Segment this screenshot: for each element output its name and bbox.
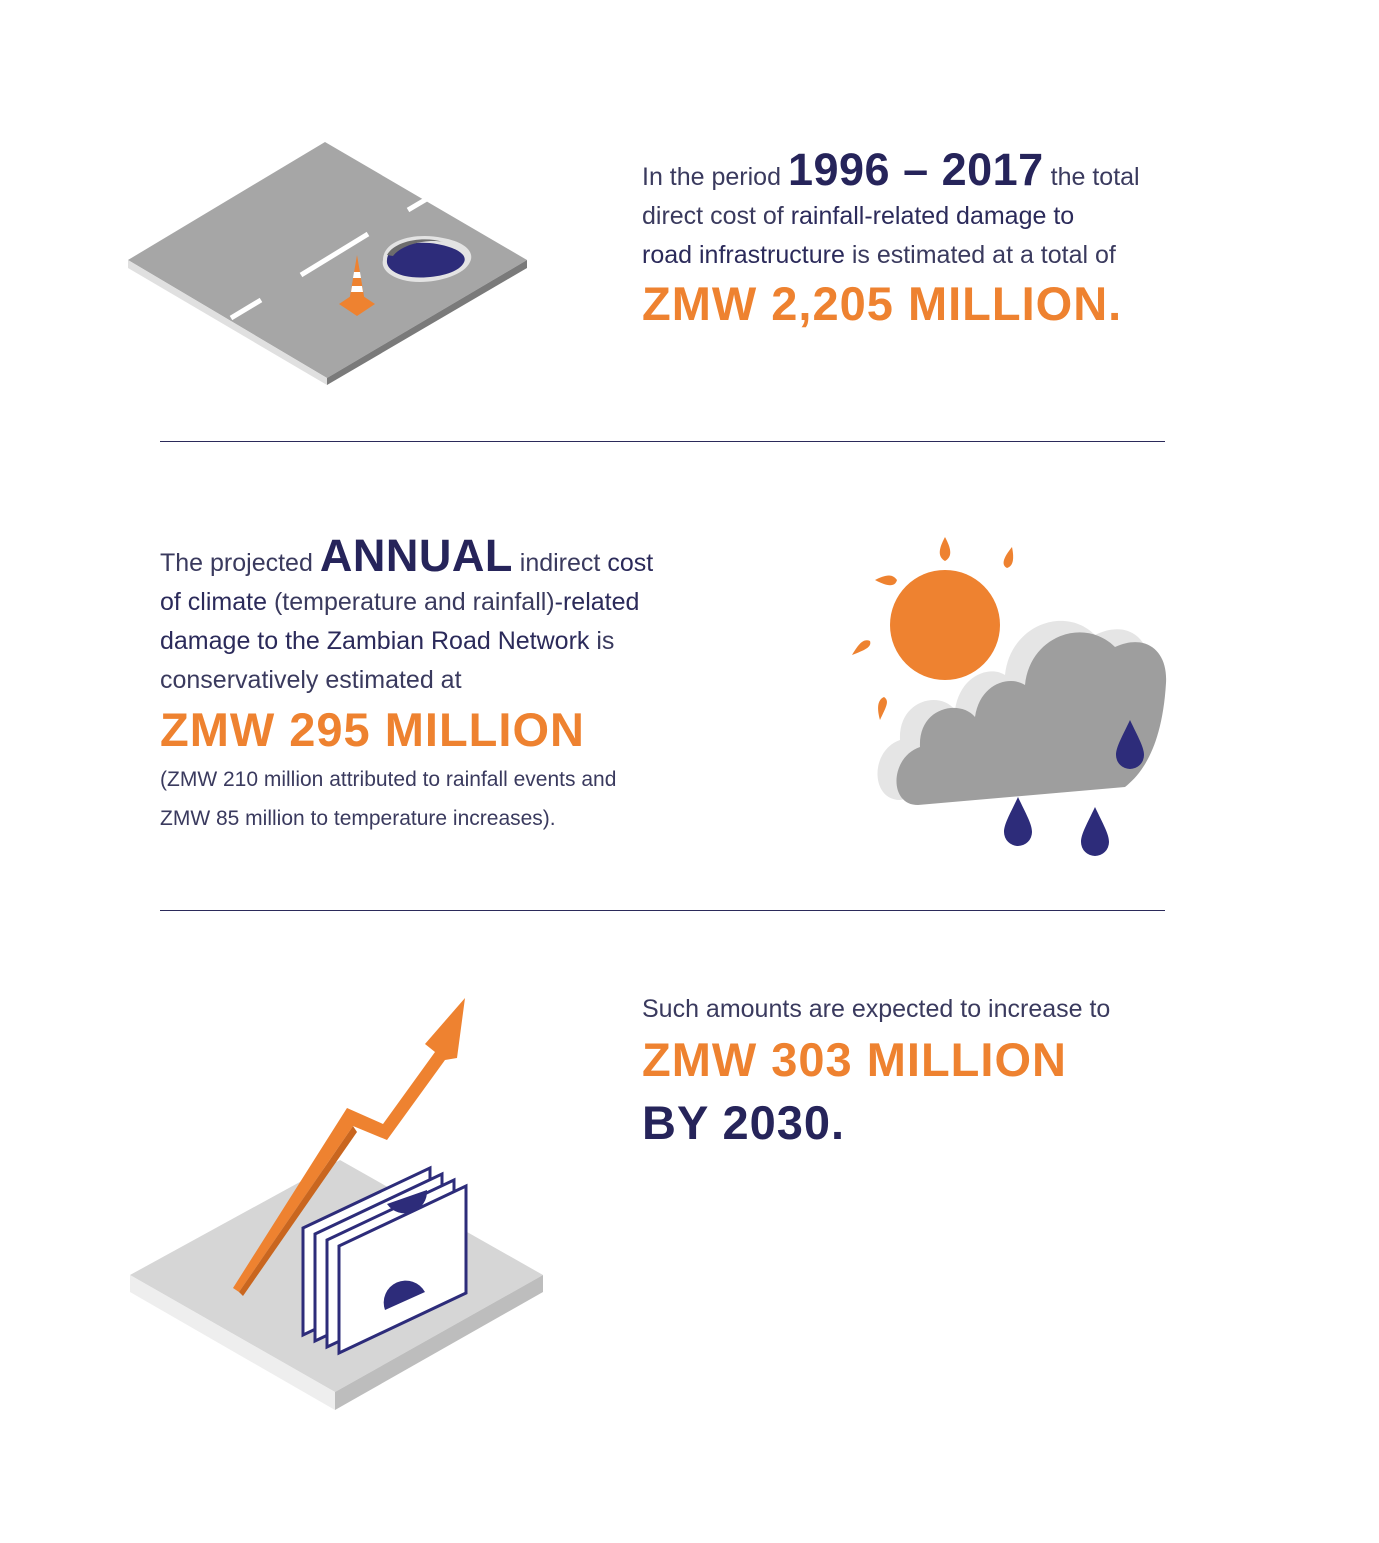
section1-line3-rest: is estimated at a total of xyxy=(851,241,1116,269)
section1-after-period: the total xyxy=(1050,163,1140,191)
section1-text xyxy=(642,144,1282,275)
section1-line2-bold: rainfall-related damage to xyxy=(790,202,1075,230)
section2-annual: ANNUAL xyxy=(319,530,513,581)
section3-amount: ZMW 303 MILLION xyxy=(642,1033,1067,1086)
section2-amount: ZMW 295 MILLION xyxy=(160,703,585,756)
growth-illustration xyxy=(125,990,565,1420)
section3-intro xyxy=(642,990,1110,1029)
section1-period: 1996 – 2017 xyxy=(787,144,1044,195)
section2-line2-bold2: -related xyxy=(554,588,640,616)
section2-line3-bold: damage to the Zambian Road Network xyxy=(160,627,590,655)
section1-line3-bold: road infrastructure xyxy=(642,241,845,269)
section1-prefix: In the period xyxy=(642,163,781,191)
section2-after-annual: indirect xyxy=(519,549,601,577)
section2-note xyxy=(160,760,616,838)
section1-amount: ZMW 2,205 MILLION. xyxy=(642,277,1123,330)
section2-line4: conservatively estimated at xyxy=(160,666,462,694)
section2-prefix: The projected xyxy=(160,549,313,577)
section2-note-line1: (ZMW 210 million attributed to rainfall events and xyxy=(160,768,617,791)
section2-note-line2: ZMW 85 million to temperature increases). xyxy=(160,807,556,830)
section2-cost: cost xyxy=(607,549,654,577)
section2-line2-rest: (temperature and rainfall) xyxy=(273,588,555,616)
divider-2 xyxy=(160,910,1165,911)
section2-line3-rest: is xyxy=(596,627,615,655)
road-illustration xyxy=(125,140,545,400)
section2-text xyxy=(160,530,760,700)
section1-line2-prefix: direct cost of xyxy=(642,202,784,230)
section3-year: BY 2030. xyxy=(642,1096,846,1149)
section3-intro-text: Such amounts are expected to increase to xyxy=(642,995,1111,1023)
section2-line2-bold1: of climate xyxy=(160,588,267,616)
divider-1 xyxy=(160,441,1165,442)
weather-illustration xyxy=(840,525,1180,865)
